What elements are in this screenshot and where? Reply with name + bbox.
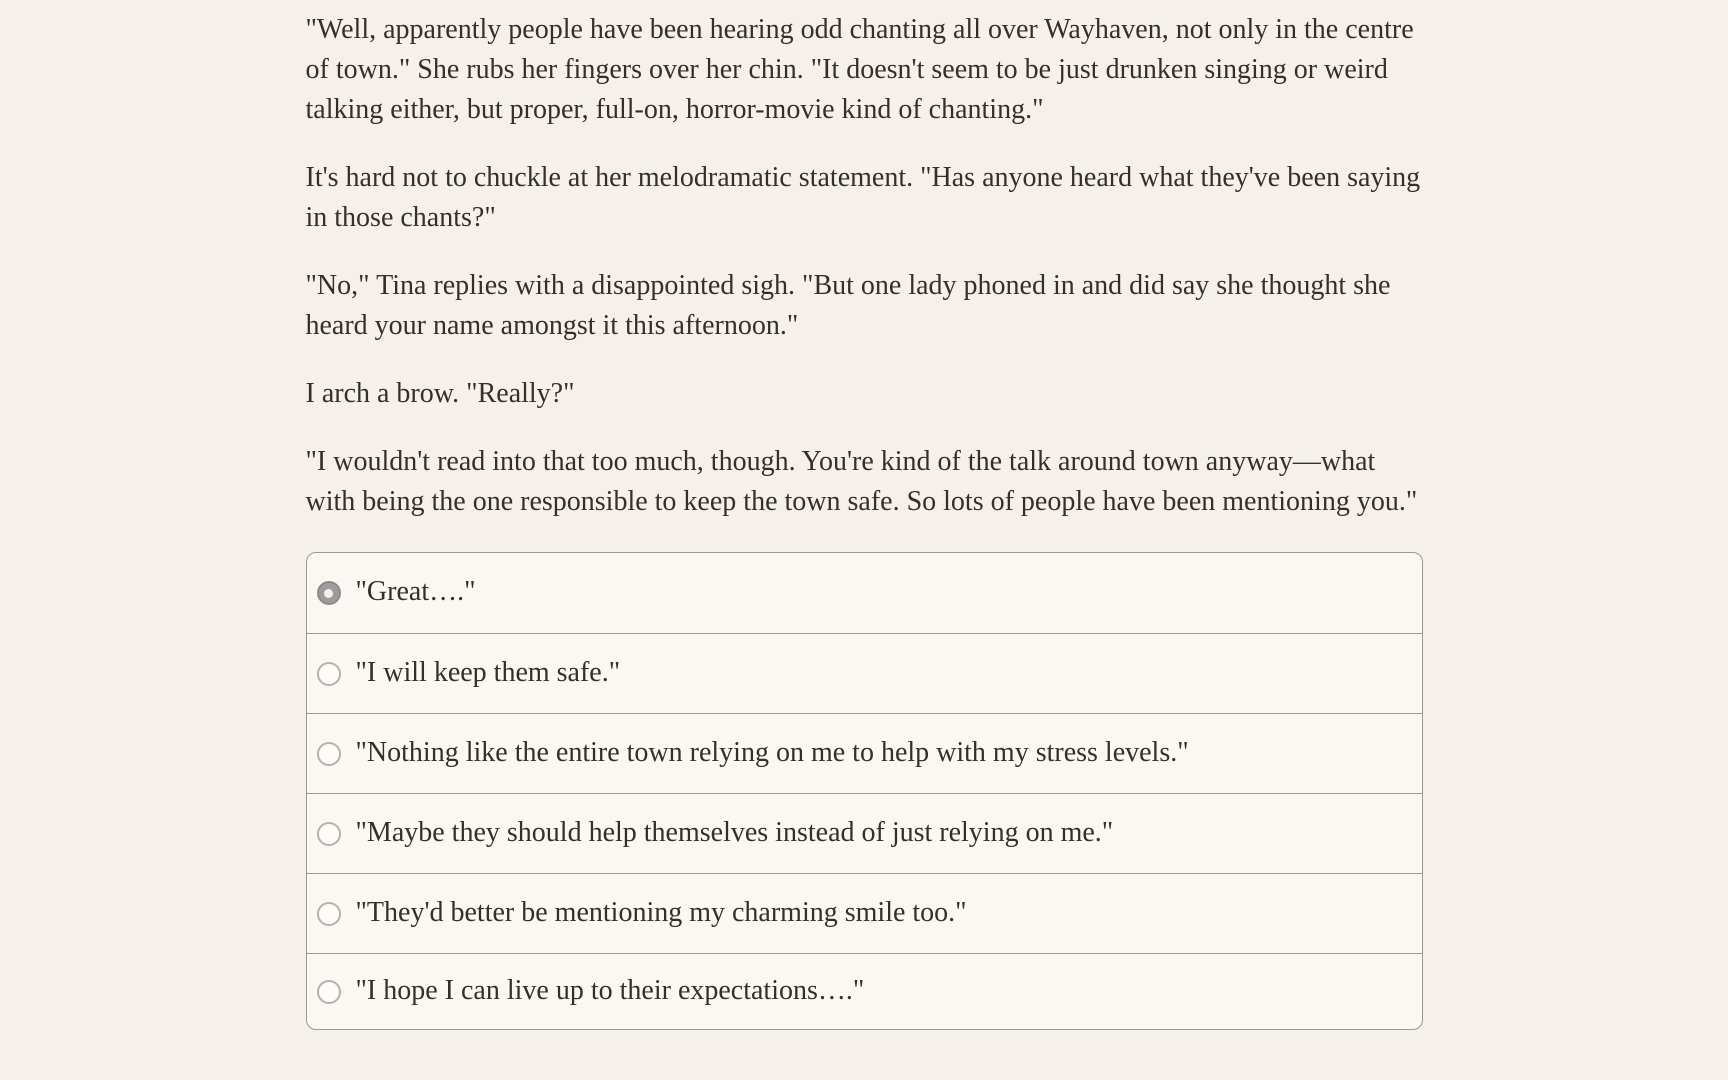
choice-label: "Great….": [355, 576, 476, 607]
choice-label: "They'd better be mentioning my charming smile too.": [355, 896, 967, 928]
story-paragraph: I arch a brow. "Really?": [305, 378, 575, 409]
choice-label: "Nothing like the entire town relying on me to help with my stress levels.": [355, 736, 1189, 768]
story-text: [306, 10, 1423, 522]
choice-label: "I hope I can live up to their expectations….": [355, 974, 865, 1006]
story-paragraph: "Well, apparently people have been hearing odd chanting all over Wayhaven, not only in the centre of town." She rubs her fingers over her chin. "It doesn't seem to be just drunken singing or weird talking either, but proper, full-on, horror-movie kind of chanting.": [305, 14, 1414, 125]
story-paragraph: "I wouldn't read into that too much, though. You're kind of the talk around town anyway—what with being the one responsible to keep the town safe. So lots of people have been mentioning you.": [305, 446, 1418, 517]
choice-option-3[interactable]: [307, 713, 1422, 793]
radio-icon[interactable]: [317, 902, 341, 926]
choice-label: "Maybe they should help themselves instead of just relying on me.": [355, 816, 1114, 848]
radio-icon[interactable]: [317, 662, 341, 686]
radio-icon[interactable]: [317, 980, 341, 1004]
story-page: [306, 0, 1423, 1030]
story-paragraph: It's hard not to chuckle at her melodramatic statement. "Has anyone heard what they've been saying in those chants?": [305, 162, 1421, 233]
choice-option-1[interactable]: [307, 553, 1422, 633]
choice-option-2[interactable]: [307, 633, 1422, 713]
choice-option-5[interactable]: [307, 873, 1422, 953]
radio-icon[interactable]: [317, 742, 341, 766]
story-paragraph: "No," Tina replies with a disappointed sigh. "But one lady phoned in and did say she thought she heard your name amongst it this afternoon.": [305, 270, 1391, 341]
choice-option-4[interactable]: [307, 793, 1422, 873]
radio-icon[interactable]: [317, 822, 341, 846]
choice-list: [306, 552, 1423, 1030]
radio-icon[interactable]: [317, 581, 341, 605]
choice-label: "I will keep them safe.": [355, 656, 621, 688]
choice-option-6[interactable]: [307, 953, 1422, 1029]
